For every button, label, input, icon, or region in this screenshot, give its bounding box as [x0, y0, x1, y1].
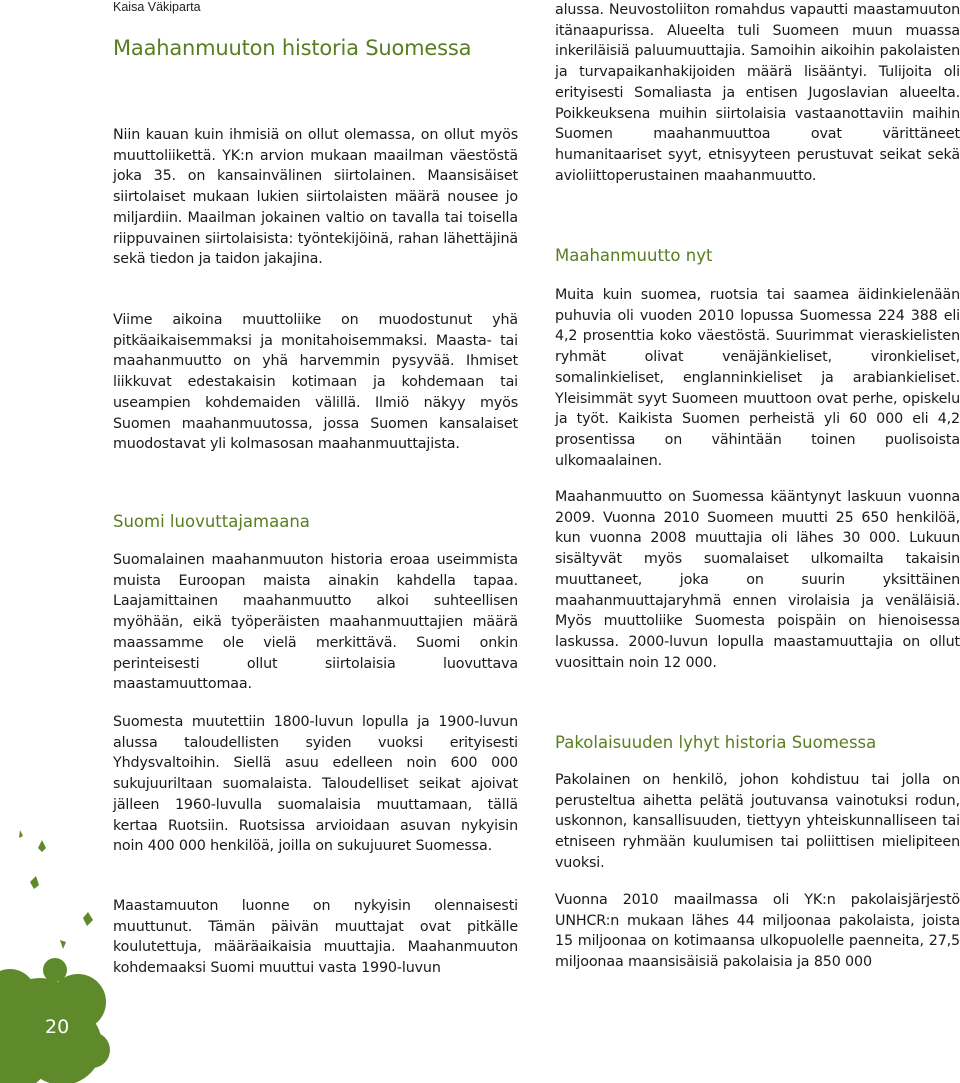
left-paragraph-1: Niin kauan kuin ihmisiä on ollut olemassa, on ollut myös muuttoliikettä. YK:n arvion mukaan maailman väestöstä joka 35. on kansainvälinen siirtolainen. Maansisäiset siirtolaiset mukaan lukien siirtolaisten määrä nousee jo miljardiin. Maailman jokainen valtio on tavalla tai toisella riippuvainen siirtolaisista: työntekijöinä, rahan lähettäjinä sekä tiedon ja taidon jakajina. [113, 127, 518, 268]
right-paragraph-3: Maahanmuutto on Suomessa kääntynyt laskuun vuonna 2009. Vuonna 2010 Suomeen muutti 25 650 henkilöä, kun vuonna 2008 muuttajia oli lähes 30 000. Lukuun sisältyvät myös suomalaiset ulkomailta takaisin muuttaneet, joka on suurin yksittäinen maahanmuuttajaryhmä ennen virolaisia ja venäläisiä. Myös muuttoliike Suomesta poispäin on hienoisessa laskussa. 2000-luvun lopulla maastamuuttajia on ollut vuosittain noin 12 000. [555, 489, 960, 671]
decorative-tree-graphic [0, 820, 110, 1083]
leaf-marks [19, 830, 93, 949]
section-heading-pakolaisuus: Pakolaisuuden lyhyt historia Suomessa [555, 733, 877, 752]
right-paragraph-5: Vuonna 2010 maailmassa oli YK:n pakolaisjärjestö UNHCR:n mukaan lähes 44 miljoonaa pakolaista, joista 15 miljoonaa on kotimaansa ulkopuolelle paenneita, 27,5 miljoonaa maansisäisiä pakolaisia ja 850 000 [555, 892, 960, 971]
page-number: 20 [45, 1016, 70, 1038]
left-paragraph-5: Maastamuuton luonne on nykyisin olennaisesti muuttunut. Tämän päivän muuttajat ovat pitkälle koulutettuja, määräaikaisia muuttajia. Maahanmuuton kohdemaaksi Suomi muuttui vasta 1990-luvun [113, 898, 518, 977]
author-name: Kaisa Väkiparta [113, 0, 201, 14]
left-paragraph-4: Suomesta muutettiin 1800-luvun lopulla ja 1900-luvun alussa taloudellisten syiden vuoksi erityisesti Yhdysvaltoihin. Siellä asuu edelleen noin 600 000 sukujuuriltaan suomalaista. Taloudelliset seikat ajoivat jälleen 1960-luvulla suomalaisia muuttamaan, tällä kertaa Ruotsiin. Ruotsissa arvioidaan asuvan nykyisin noin 400 000 henkilöä, joilla on sukujuuret Suomessa. [113, 714, 518, 855]
left-paragraph-2: Viime aikoina muuttoliike on muodostunut yhä pitkäaikaisemmaksi ja monitahoisemmaksi. Maasta- tai maahanmuutto on yhä harvemmin pysyvää. Ihmiset liikkuvat edestakaisin kotimaan ja kohdemaan tai useampien kohdemaiden välillä. Ilmiö näkyy myös Suomen maahanmuutossa, jossa Suomen kansalaiset muodostavat yli kolmasosan maahanmuuttajista. [113, 312, 518, 453]
page-title: Maahanmuuton historia Suomessa [113, 36, 472, 60]
right-paragraph-2: Muita kuin suomea, ruotsia tai saamea äidinkielenään puhuvia oli vuoden 2010 lopussa Suomessa 224 388 eli 4,2 prosenttia koko väestöstä. Suurimmat vieraskielisten ryhmät olivat venäjänkieliset, vironkieliset, somalinkieliset, englanninkieliset ja arabiankieliset. Yleisimmät syyt Suomeen muuttoon ovat perhe, opiskelu ja työt. Kaikista Suomen perheistä yli 60 000 eli 4,2 prosentissa on vähintään toinen puolisoista ulkomaalainen. [555, 287, 960, 469]
section-heading-maahanmuutto-nyt: Maahanmuutto nyt [555, 246, 713, 265]
right-paragraph-4: Pakolainen on henkilö, johon kohdistuu tai jolla on perusteltua aihetta pelätä joutuvansa vainotuksi rodun, uskonnon, kansallisuuden, tiettyyn yhteiskunnalliseen tai etniseen ryhmään kuulumisen tai poliittisen mielipiteen vuoksi. [555, 772, 960, 871]
section-heading-luovuttajamaana: Suomi luovuttajamaana [113, 512, 310, 531]
left-paragraph-3: Suomalainen maahanmuuton historia eroaa useimmista muista Euroopan maista ainakin kahdella tapaa. Laajamittainen maahanmuutto alkoi suhteellisen myöhään, eikä työperäisten maahanmuuttajien määrä maassamme ole vielä merkittävä. Suomi onkin perinteisesti ollut siirtolaisia luovuttava maastamuuttomaa. [113, 552, 518, 693]
right-paragraph-1: alussa. Neuvostoliiton romahdus vapautti maastamuuton itänaapurissa. Alueelta tuli Suomeen muun muassa inkeriläisiä paluumuuttajia. Samoihin aikoihin pakolaisten ja turvapaikanhakijoiden määrä lisääntyi. Tulijoita oli erityisesti Somaliasta ja entisen Jugoslavian alueelta. Poikkeuksena muihin siirtolaisia vastaanottaviin maihin Suomen maahanmuuttoa ovat värittäneet humanitaariset syyt, etnisyyteen perustuvat seikat sekä avioliittoperustainen maahanmuutto. [555, 2, 960, 184]
